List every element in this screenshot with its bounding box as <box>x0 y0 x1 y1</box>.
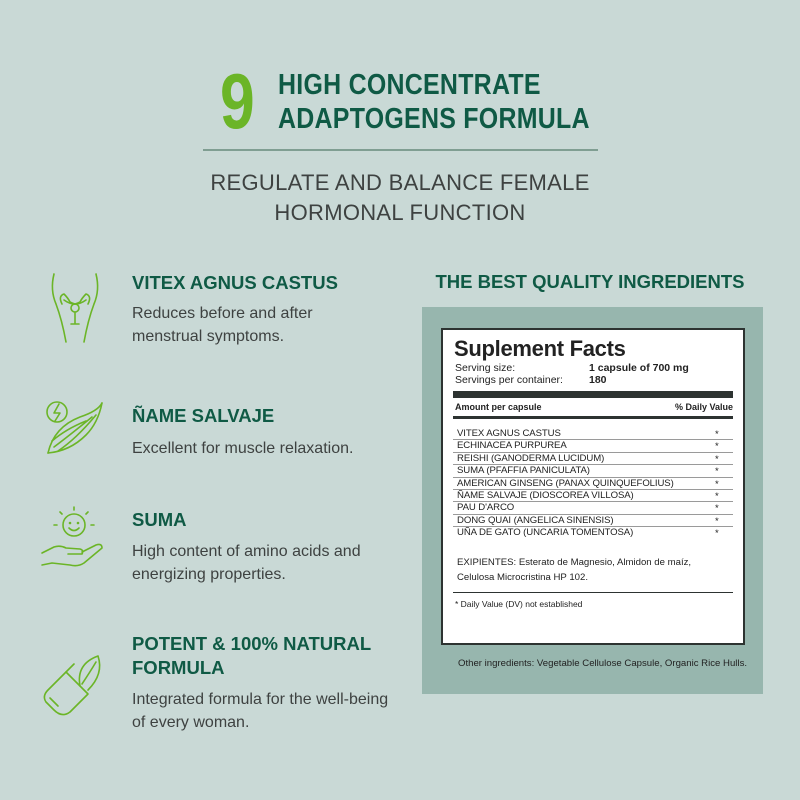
ingredient-name: DONG QUAI (ANGELICA SINENSIS) <box>457 514 614 526</box>
subtitle-line-2: HORMONAL FUNCTION <box>274 200 526 225</box>
excipients-line: EXIPIENTES: Esterato de Magnesio, Almidon de maíz, <box>457 556 692 568</box>
formula-count: 9 <box>220 57 255 145</box>
muscle-energy-icon <box>40 395 110 465</box>
ingredient-name: REISHI (GANODERMA LUCIDUM) <box>457 452 605 464</box>
excipients-text <box>457 555 727 585</box>
feature-title <box>132 632 371 680</box>
feature-title-line: POTENT & 100% NATURAL <box>132 633 372 654</box>
page-subtitle <box>150 168 650 228</box>
ingredient-row <box>453 478 733 490</box>
feature-title: ÑAME SALVAJE <box>132 405 275 426</box>
ingredient-name: ECHINACEA PURPUREA <box>457 440 567 452</box>
ingredient-row <box>453 490 733 502</box>
serving-size-label: Serving size: <box>455 362 516 374</box>
servings-label: Servings per container: <box>455 374 563 386</box>
thin-divider <box>453 592 733 593</box>
ingredient-dv: * <box>715 478 719 490</box>
ingredient-dv: * <box>715 453 719 465</box>
feature-description-line: Integrated formula for the well-being <box>132 691 389 708</box>
feature-description-line: menstrual symptoms. <box>132 328 285 345</box>
ingredient-row <box>453 428 733 440</box>
page-title-line-2: ADAPTOGENS FORMULA <box>278 103 590 135</box>
serving-size-value: 1 capsule of 700 mg <box>589 362 689 374</box>
feature-description-line: of every woman. <box>132 714 250 731</box>
feature-title-line: FORMULA <box>132 657 225 678</box>
ingredient-row <box>453 502 733 514</box>
ingredient-row <box>453 453 733 465</box>
ingredient-name: PAU D'ARCO <box>457 502 515 514</box>
ingredient-name: SUMA (PFAFFIA PANICULATA) <box>457 465 590 477</box>
smiling-sun-hand-icon <box>40 503 110 573</box>
ingredient-name: ÑAME SALVAJE (DIOSCOREA VILLOSA) <box>457 489 634 501</box>
ingredient-row <box>453 465 733 477</box>
ingredient-dv: * <box>715 528 719 540</box>
feature-description-line: energizing properties. <box>132 566 286 583</box>
other-ingredients: Other ingredients: Vegetable Cellulose Capsule, Organic Rice Hulls. <box>458 658 748 669</box>
feature-description <box>132 302 392 348</box>
serving-size-row <box>453 362 733 374</box>
feature-description <box>132 540 392 586</box>
page-title-line-1: HIGH CONCENTRATE <box>278 69 541 101</box>
excipients-line: Celulosa Microcristina HP 102. <box>457 571 588 583</box>
daily-value-note: * Daily Value (DV) not established <box>455 598 583 609</box>
ingredient-row <box>453 527 733 539</box>
leaf-capsule-icon <box>40 650 110 720</box>
header <box>0 0 800 230</box>
feature-description <box>132 437 392 460</box>
daily-value-header: % Daily Value <box>674 402 733 412</box>
ingredient-name: VITEX AGNUS CASTUS <box>457 428 561 439</box>
feature-description <box>132 688 392 734</box>
header-divider <box>203 149 598 151</box>
ingredient-dv: * <box>715 429 719 440</box>
feature-description-line: Reduces before and after <box>132 305 313 322</box>
amount-header: Amount per capsule <box>455 402 542 412</box>
feature-title: VITEX AGNUS CASTUS <box>132 272 338 293</box>
thick-divider <box>453 391 733 398</box>
facts-title: Suplement Facts <box>454 336 626 361</box>
supplement-facts-label <box>441 328 745 645</box>
ingredients-heading: THE BEST QUALITY INGREDIENTS <box>435 271 745 292</box>
ingredient-dv: * <box>715 490 719 502</box>
servings-row <box>453 374 733 386</box>
ingredient-dv: * <box>715 466 719 478</box>
ingredient-row <box>453 515 733 527</box>
ingredient-name: UÑA DE GATO (UNCARIA TOMENTOSA) <box>457 527 634 539</box>
feature-title: SUMA <box>132 509 187 530</box>
feature-description-line: Excellent for muscle relaxation. <box>132 440 354 457</box>
uterus-icon <box>40 270 110 340</box>
servings-value: 180 <box>589 374 607 386</box>
ingredient-dv: * <box>715 441 719 453</box>
page-title <box>278 68 590 136</box>
ingredient-list <box>453 428 733 540</box>
ingredient-row <box>453 440 733 452</box>
column-headers <box>453 398 733 416</box>
medium-divider <box>453 416 733 419</box>
ingredient-dv: * <box>715 515 719 527</box>
feature-description-line: High content of amino acids and <box>132 543 361 560</box>
supplement-facts-panel <box>422 307 763 694</box>
ingredient-dv: * <box>715 503 719 515</box>
subtitle-line-1: REGULATE AND BALANCE FEMALE <box>210 170 590 195</box>
ingredient-name: AMERICAN GINSENG (PANAX QUINQUEFOLIUS) <box>457 477 674 489</box>
